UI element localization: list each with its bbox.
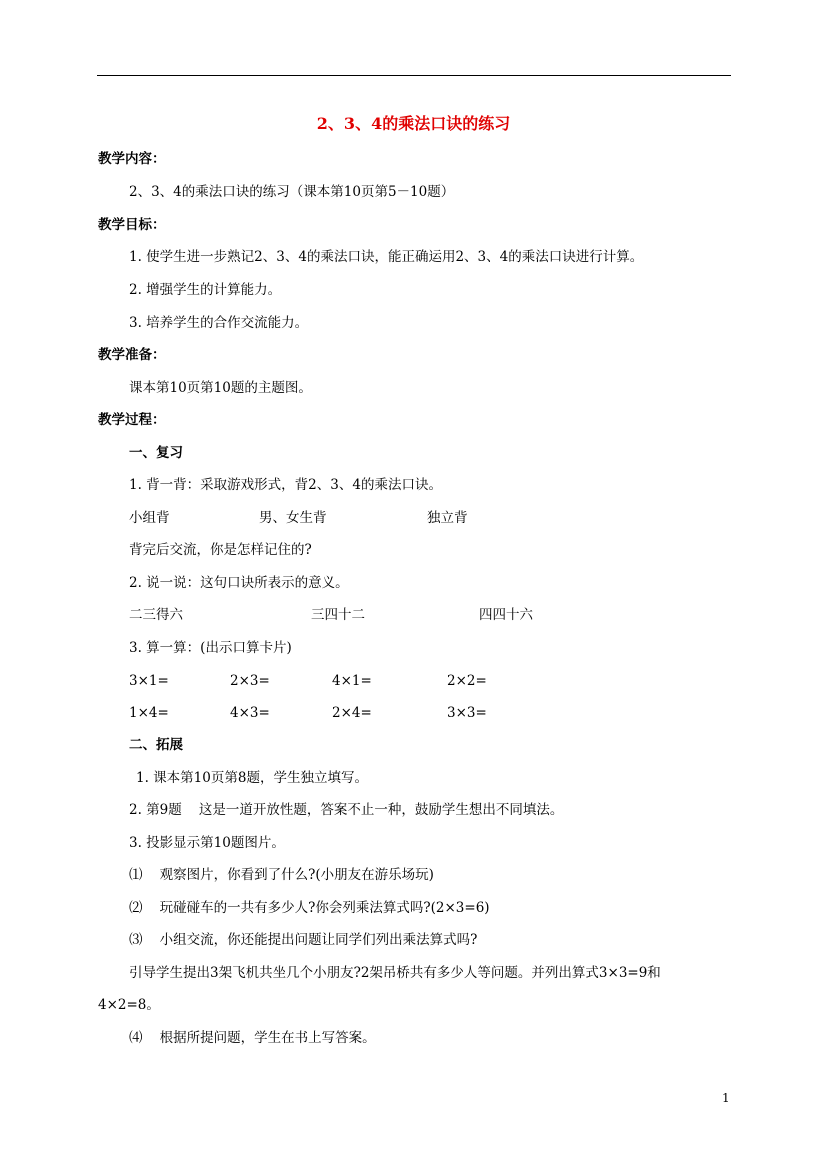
calc-card: 4×3= xyxy=(230,705,270,721)
calc-card: 1×4= xyxy=(129,705,169,721)
content-text: 2、3、4的乘法口诀的练习（课本第10页第5－10题） xyxy=(129,184,455,200)
extension-line-2: 2. 第9题 这是一道开放性题，答案不止一种，鼓励学生想出不同填法。 xyxy=(129,802,564,818)
extension-line-1: 1. 课本第10页第8题，学生独立填写。 xyxy=(136,770,368,786)
calc-card: 4×1= xyxy=(332,673,372,689)
calc-card: 2×2= xyxy=(447,673,487,689)
extension-heading: 二、拓展 xyxy=(129,737,183,753)
calc-card: 3×1= xyxy=(129,673,169,689)
review-heading: 一、复习 xyxy=(129,445,183,461)
extension-guidance: 引导学生提出3架飞机共坐几个小朋友?2架吊桥共有多少人等问题。并列出算式3×3=9和 xyxy=(129,965,661,981)
review-step-3: 3. 算一算：(出示口算卡片) xyxy=(129,640,292,656)
recite-mode-group: 小组背 xyxy=(129,510,170,526)
objectives-heading: 教学目标： xyxy=(98,217,166,233)
rhyme-2: 三四十二 xyxy=(311,607,365,623)
calc-card: 2×4= xyxy=(332,705,372,721)
preparation-heading: 教学准备： xyxy=(98,347,166,363)
page-number: 1 xyxy=(722,1091,730,1105)
extension-line-3: 3. 投影显示第10题图片。 xyxy=(129,835,285,851)
extension-subitem-1: ⑴ 观察图片，你看到了什么?(小朋友在游乐场玩) xyxy=(129,867,434,883)
header-rule xyxy=(97,75,731,76)
recite-mode-boys-girls: 男、女生背 xyxy=(259,510,327,526)
calc-card: 3×3= xyxy=(447,705,487,721)
extension-subitem-2: ⑵ 玩碰碰车的一共有多少人?你会列乘法算式吗?(2×3=6) xyxy=(129,900,490,916)
review-step-1-question: 背完后交流，你是怎样记住的? xyxy=(129,542,312,558)
preparation-text: 课本第10页第10题的主题图。 xyxy=(129,380,312,396)
document-title: 2、3、4的乘法口诀的练习 xyxy=(316,114,511,133)
objective-item-1: 1. 使学生进一步熟记2、3、4的乘法口诀，能正确运用2、3、4的乘法口诀进行计算。 xyxy=(129,249,644,265)
process-heading: 教学过程： xyxy=(98,412,166,428)
recite-mode-individual: 独立背 xyxy=(427,510,468,526)
extension-subitem-3: ⑶ 小组交流，你还能提出问题让同学们列出乘法算式吗? xyxy=(129,932,478,948)
content-heading: 教学内容： xyxy=(98,151,166,167)
rhyme-3: 四四十六 xyxy=(479,607,533,623)
review-step-1: 1. 背一背：采取游戏形式，背2、3、4的乘法口诀。 xyxy=(129,477,442,493)
objective-item-2: 2. 增强学生的计算能力。 xyxy=(129,282,282,298)
extension-guidance-cont: 4×2=8。 xyxy=(98,997,160,1013)
review-step-2: 2. 说一说：这句口诀所表示的意义。 xyxy=(129,575,349,591)
rhyme-1: 二三得六 xyxy=(129,607,183,623)
objective-item-3: 3. 培养学生的合作交流能力。 xyxy=(129,315,309,331)
extension-subitem-4: ⑷ 根据所提问题，学生在书上写答案。 xyxy=(129,1030,376,1046)
calc-card: 2×3= xyxy=(230,673,270,689)
